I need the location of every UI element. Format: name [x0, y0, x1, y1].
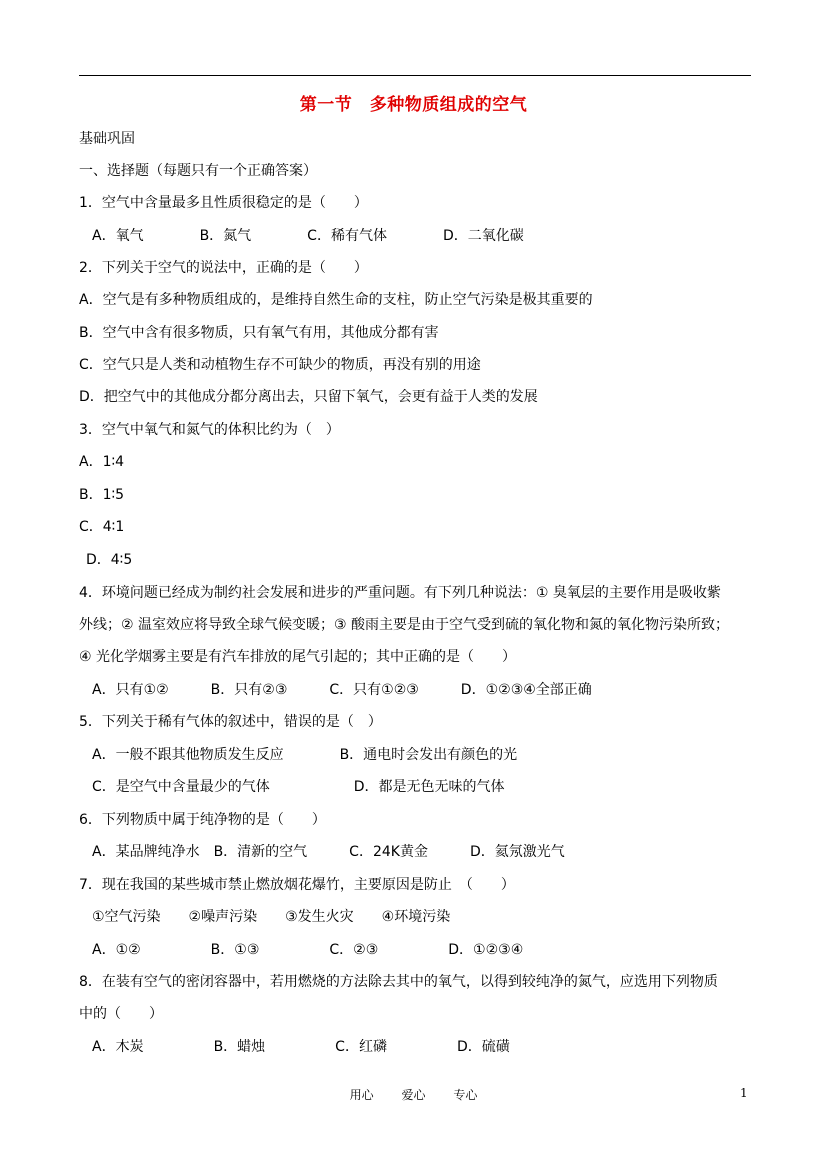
footer-word-1: 用心	[349, 1088, 374, 1102]
option-2b: B．空气中含有很多物质，只有氧气有用，其他成分都有害	[79, 325, 439, 341]
question-4-line-1: 4．环境问题已经成为制约社会发展和进步的严重问题。有下列几种说法：① 臭氧层的主要作用是吸收紫	[79, 585, 721, 601]
question-7: 7．现在我国的某些城市禁止燃放烟花爆竹，主要原因是防止 （ ）	[79, 877, 515, 893]
option-3c: C．4∶1	[79, 519, 125, 535]
question-6: 6．下列物质中属于纯净物的是（ ）	[79, 812, 326, 828]
option-3d: D．4∶5	[86, 552, 133, 568]
options-5-row-2: C．是空气中含量最少的气体 D．都是无色无味的气体	[92, 779, 505, 795]
options-8: A．木炭 B．蜡烛 C．红磷 D．硫磺	[92, 1039, 510, 1055]
question-4-line-3: ④ 光化学烟雾主要是有汽车排放的尾气引起的；其中正确的是（ ）	[79, 649, 516, 665]
option-3a: A．1∶4	[79, 454, 125, 470]
section-heading: 基础巩固	[79, 131, 135, 147]
options-4: A．只有①② B．只有②③ C．只有①②③ D．①②③④全部正确	[92, 682, 592, 698]
question-3: 3．空气中氧气和氮气的体积比约为（ ）	[79, 422, 340, 438]
options-7: A．①② B．①③ C．②③ D．①②③④	[92, 942, 524, 958]
option-2d: D．把空气中的其他成分都分离出去，只留下氧气，会更有益于人类的发展	[79, 389, 538, 405]
question-4-line-2: 外线；② 温室效应将导致全球气候变暖；③ 酸雨主要是由于空气受到硫的氧化物和氮的氧化物污染所致；	[79, 617, 729, 633]
header-rule	[79, 75, 751, 76]
options-6: A．某品牌纯净水 B．清新的空气 C．24K黄金 D．氦氖激光气	[92, 844, 565, 860]
statements-7: ①空气污染 ②噪声污染 ③发生火灾 ④环境污染	[92, 909, 451, 925]
options-5-row-1: A．一般不跟其他物质发生反应 B．通电时会发出有颜色的光	[92, 747, 518, 763]
page-number: 1	[740, 1086, 748, 1100]
option-2a: A．空气是有多种物质组成的，是维持自然生命的支柱，防止空气污染是极其重要的	[79, 292, 593, 308]
question-8-line-1: 8．在装有空气的密闭容器中，若用燃烧的方法除去其中的氧气，以得到较纯净的氮气，应选用下列物质	[79, 974, 718, 990]
question-5: 5．下列关于稀有气体的叙述中，错误的是（ ）	[79, 714, 382, 730]
page-title: 第一节 多种物质组成的空气	[299, 95, 528, 115]
part-heading: 一、选择题（每题只有一个正确答案）	[79, 163, 317, 179]
footer-motto	[0, 1086, 827, 1103]
question-1: 1．空气中含量最多且性质很稳定的是（ ）	[79, 195, 368, 211]
footer-word-2: 爱心	[401, 1088, 426, 1102]
options-1: A．氧气 B．氮气 C．稀有气体 D．二氧化碳	[92, 228, 524, 244]
option-2c: C．空气只是人类和动植物生存不可缺少的物质，再没有别的用途	[79, 357, 481, 373]
footer-word-3: 专心	[453, 1088, 478, 1102]
question-2: 2．下列关于空气的说法中，正确的是（ ）	[79, 260, 368, 276]
option-3b: B．1∶5	[79, 487, 125, 503]
question-8-line-2: 中的（ ）	[79, 1006, 163, 1022]
